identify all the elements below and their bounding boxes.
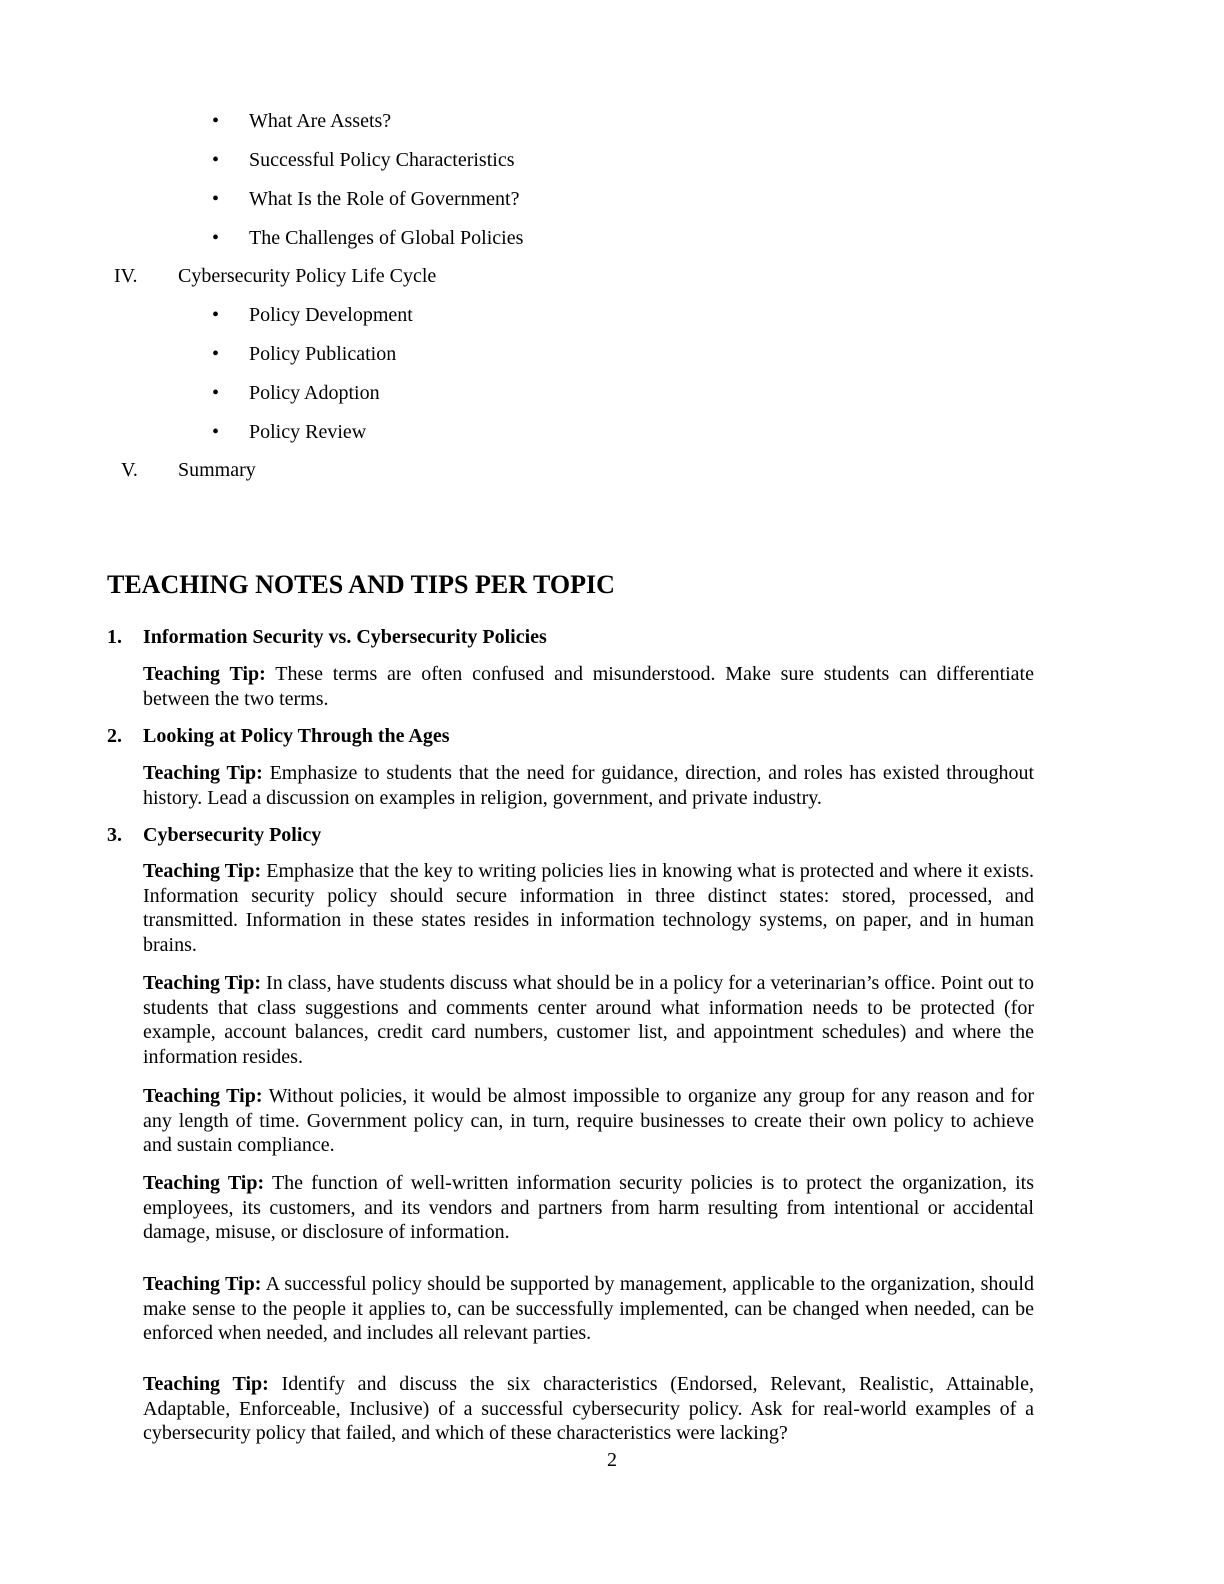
tip-label: Teaching Tip: [143,762,263,784]
tip-label: Teaching Tip: [143,1085,263,1107]
tip-label: Teaching Tip: [143,972,262,994]
teaching-tip [143,1084,1034,1158]
tip-text: Emphasize that the key to writing policies lies in knowing what is protected and where it exists. Information security policy should secure information in three distinct states: stored, processed, and transmitted. Information in these states resides in information technology systems, on paper, and in human brains. [143,860,1035,956]
topic-number: 1. [107,626,122,648]
bullet-icon: • [212,343,220,365]
tip-text: The function of well-written information security policies is to protect the organization, its employees, its customers, and its vendors and partners from harm resulting from intentional or accidental damage, misuse, or disclosure of information. [143,1172,1034,1244]
outline-item: Policy Publication [249,343,397,365]
tip-label: Teaching Tip: [143,860,262,882]
bullet-icon: • [212,382,220,404]
outline-item: What Are Assets? [249,110,392,132]
teaching-tip [143,859,1034,957]
outline-item: Policy Review [249,421,367,443]
tip-text: Identify and discuss the six characteristics (Endorsed, Relevant, Realistic, Attainable, Adaptable, Enforceable, Inclusive) of a successful cybersecurity policy. Ask for real-world examples of a cybersecurity policy that failed, and which of these characteristics were lacking? [143,1373,1034,1445]
tip-text: Emphasize to students that the need for guidance, direction, and roles has existed throughout history. Lead a discussion on examples in religion, government, and private industry. [143,762,1035,809]
teaching-tip [143,1372,1034,1446]
bullet-icon: • [212,188,220,210]
bullet-icon: • [212,304,220,326]
teaching-tip [143,662,1034,711]
bullet-icon: • [212,110,220,132]
page-number: 2 [607,1449,617,1471]
tip-label: Teaching Tip: [143,1172,265,1194]
section-numeral: IV. [114,265,138,287]
teaching-tip [143,971,1034,1069]
section-title: Cybersecurity Policy Life Cycle [178,265,437,287]
tip-text: A successful policy should be supported by management, applicable to the organization, should make sense to the people it applies to, can be successfully implemented, can be changed when needed, can be enforced when needed, and includes all relevant parties. [143,1273,1034,1345]
topic-title: Looking at Policy Through the Ages [143,725,450,747]
page-heading: TEACHING NOTES AND TIPS PER TOPIC [107,570,615,599]
section-numeral: V. [121,459,138,481]
topic-number: 2. [107,725,122,747]
outline-item: What Is the Role of Government? [249,188,520,210]
teaching-tip [143,1171,1034,1245]
bullet-icon: • [212,227,220,249]
outline-item: The Challenges of Global Policies [249,227,524,249]
topic-title: Information Security vs. Cybersecurity Policies [143,626,547,648]
outline-item: Successful Policy Characteristics [249,149,515,171]
outline-item: Policy Adoption [249,382,380,404]
topic-title: Cybersecurity Policy [143,824,322,846]
tip-text: Without policies, it would be almost impossible to organize any group for any reason and for any length of time. Government policy can, in turn, require businesses to create their own policy to achieve and sustain compliance. [143,1085,1034,1157]
tip-label: Teaching Tip: [143,1273,262,1295]
bullet-icon: • [212,149,220,171]
tip-label: Teaching Tip: [143,1373,269,1395]
tip-label: Teaching Tip: [143,663,266,685]
teaching-tip [143,1272,1034,1346]
outline-item: Policy Development [249,304,413,326]
tip-text: These terms are often confused and misunderstood. Make sure students can differentiate between the two terms. [143,663,1034,710]
tip-text: In class, have students discuss what should be in a policy for a veterinarian’s office. Point out to students that class suggestions and comments center around what information needs to be protected (for example, account balances, credit card numbers, customer list, and appointment schedules) and where the information resides. [143,972,1034,1068]
bullet-icon: • [212,421,220,443]
teaching-tip [143,761,1034,810]
section-title: Summary [178,459,256,481]
topic-number: 3. [107,824,122,846]
